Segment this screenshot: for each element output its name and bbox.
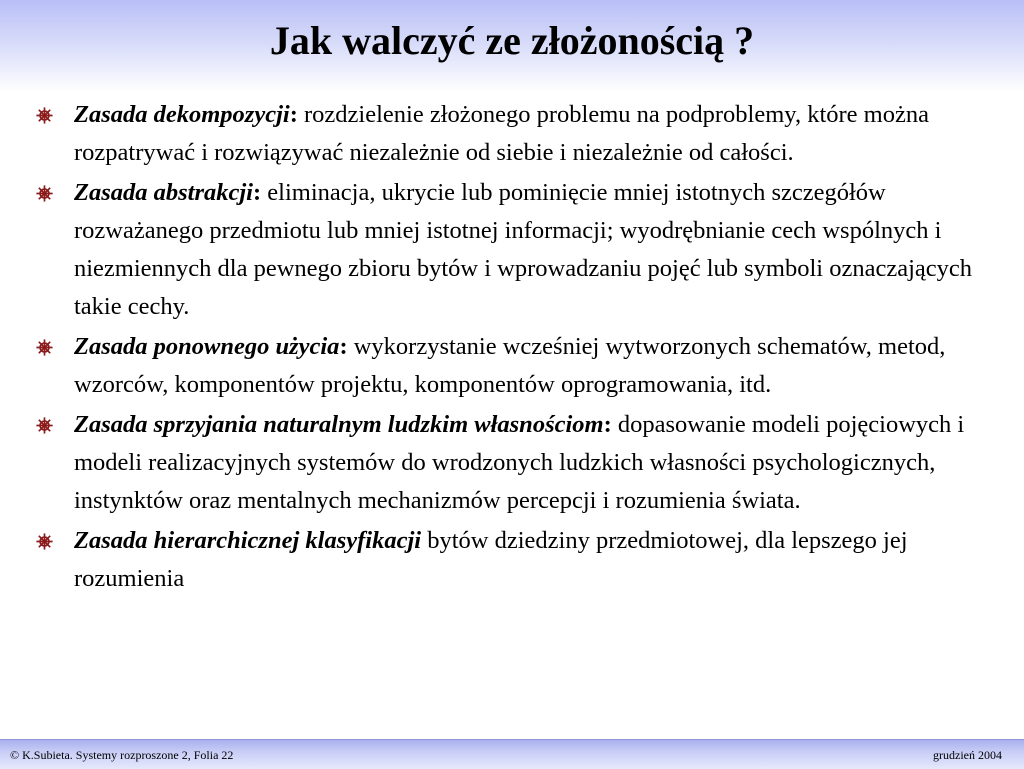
bullet-colon: : [339, 333, 348, 360]
title-bar [0, 0, 1024, 92]
bullet-text: eliminacja, ukrycie lub pominięcie mniej istotnych szczegółów rozważanego przedmiotu lub mniej istotnej informacji; wyodrębnianie cech wspólnych i niezmiennych dla pewnego zbioru bytów i wprowadzaniu pojęć lub symboli oznaczających takie cechy. [74, 179, 973, 320]
ship-wheel-icon [36, 417, 53, 434]
bullet-item-human-properties [36, 406, 1016, 520]
footer-date: grudzień 2004 [933, 748, 1002, 762]
footer-bar [0, 739, 1024, 769]
bullet-item-reuse [36, 328, 1016, 404]
bullet-text: dopasowanie modeli pojęciowych i modeli realizacyjnych systemów do wrodzonych ludzkich własności psychologicznych, instynktów oraz mentalnych mechanizmów percepcji i rozumienia świata. [74, 411, 965, 514]
ship-wheel-icon [36, 339, 53, 356]
ship-wheel-icon [36, 107, 53, 124]
footer-copyright: © K.Subieta. Systemy rozproszone 2, Folia 22 [10, 748, 234, 762]
ship-wheel-icon [36, 185, 53, 202]
bullet-term: Zasada ponownego użycia [74, 333, 340, 360]
bullet-term: Zasada abstrakcji [74, 179, 253, 206]
bullet-term: Zasada dekompozycji [74, 101, 290, 128]
bullet-text: wykorzystanie wcześniej wytworzonych schematów, metod, wzorców, komponentów projektu, komponentów oprogramowania, itd. [74, 333, 946, 398]
bullet-term: Zasada hierarchicznej klasyfikacji [74, 527, 422, 554]
bullet-colon: : [253, 179, 262, 206]
bullet-colon: : [289, 101, 298, 128]
bullet-item-decomposition [36, 96, 1016, 172]
bullet-item-hierarchical-classification [36, 522, 1016, 598]
slide-title: Jak walczyć ze złożonością ? [269, 18, 755, 63]
bullet-text: bytów dziedziny przedmiotowej, dla lepszego jej rozumienia [74, 527, 908, 592]
ship-wheel-icon [36, 533, 53, 550]
bullet-item-abstraction [36, 174, 1016, 326]
bullet-term: Zasada sprzyjania naturalnym ludzkim własnościom [74, 411, 604, 438]
bullet-colon: : [603, 411, 612, 438]
bullet-list [36, 96, 1016, 600]
bullet-text: rozdzielenie złożonego problemu na podproblemy, które można rozpatrywać i rozwiązywać niezależnie od siebie i niezależnie od całości. [74, 101, 929, 166]
